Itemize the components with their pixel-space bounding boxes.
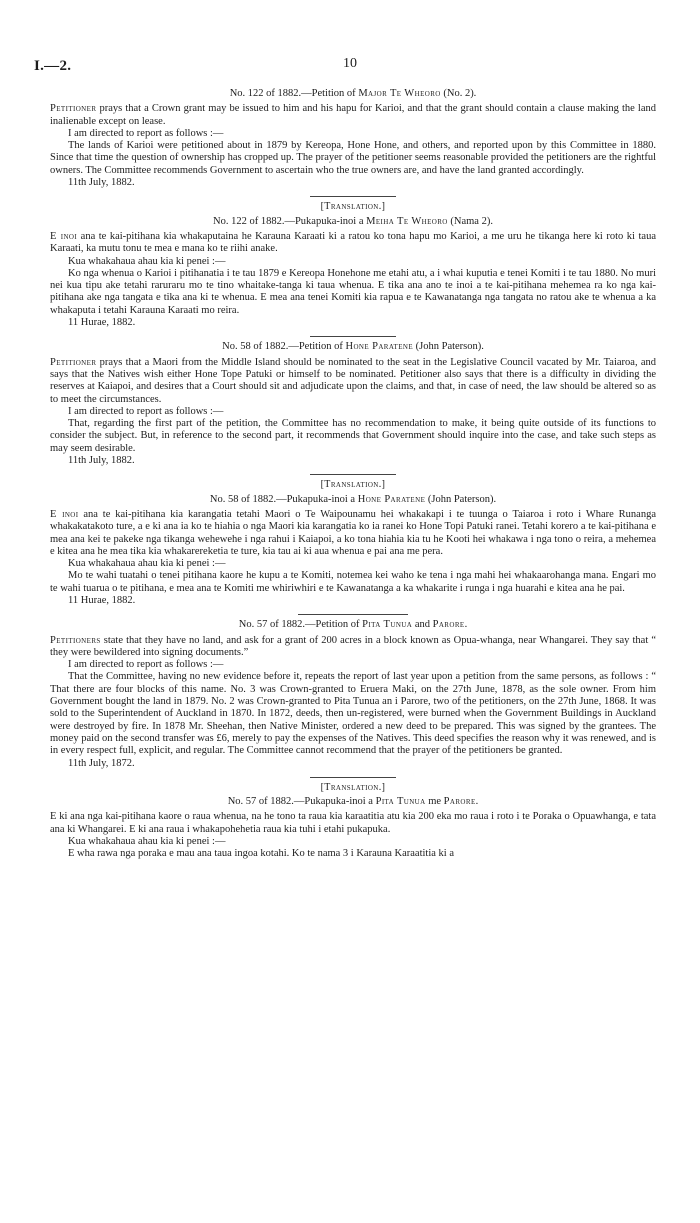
report-intro: Kua whakahaua ahau kia ki penei :— <box>68 255 226 267</box>
report-intro: I am directed to report as follows :— <box>68 127 224 139</box>
translation-section <box>50 201 656 329</box>
report-body: Mo te wahi tuatahi o tenei pitihana kaore he kupu a te Komiti, notemea kei waho ke tena i nga mahi hei whakaarohanga mana. Engari mo te wahi tuarua o te pitihana, e mea ana te Komiti me whiriwhiri e te Kawanatanga a ka whakarite i runga i nga huarahi e kitea ana he pai. <box>50 570 656 594</box>
report-body: Ko nga whenua o Karioi i pitihanatia i te tau 1879 e Kereopa Honehone me etahi atu, a i whai kuputia e tenei Komiti i te tau 1880. No muri nei kua tipu ake tetahi raruraru mo te tino whaitake-tanga ki taua whenua. E tika ana ano te inoi a te kai-pitihana mehemea ra ko nga kai-pitihana ake nga tangata e tika ana ki te whenua. E mea ana tenei Komiti kia rapua e te Kawanatanga nga tangata no ratou ake te whenua a ka whakaputa i tetahi Karauna Karaati mo reira. <box>50 267 656 316</box>
petition-summary: Petitioners state that they have no land, and ask for a grant of 200 acres in a block known as Opua-whanga, near Whangarei. They say that “ they were bewildered into signing documents.” <box>50 634 656 658</box>
petition-title: No. 122 of 1882.—Pukapuka-inoi a Meiha Te Wheoro (Nama 2). <box>213 215 493 227</box>
report-intro: I am directed to report as follows :— <box>68 405 224 417</box>
petition-section <box>50 88 656 189</box>
document-reference: I.—2. <box>34 58 72 74</box>
section-divider <box>310 196 396 197</box>
petition-title: No. 58 of 1882.—Petition of Hone Paratene (John Paterson). <box>222 341 484 353</box>
petition-title: No. 57 of 1882.—Pukapuka-inoi a Pita Tunua me Parore. <box>227 796 479 808</box>
translation-section <box>50 479 656 607</box>
report-intro: Kua whakahaua ahau kia ki penei :— <box>68 558 226 570</box>
petitioner-name: Hone Paratene <box>357 493 426 505</box>
report-date: 11 Hurae, 1882. <box>68 317 136 329</box>
report-body: That the Committee, having no new evidence before it, repeats the report of last year upon a petition from the same persons, as follows : “ That there are four blocks of this name. No. 3 was Crown-granted to Eruera Maki, on the 27th June, 1878, as the sole owner. From him Government bought the land in 1879. No. 2 was Crown-granted to Pita Tunua an i Parore, two of the petitioners, on the 27th June, 1868. It was sold to the Superintendent of Auckland in 1870. In 1872, deeds, then un-registered, were burned when the Government Buildings in Auckland were destroyed by fire. In 1878 Mr. Sheehan, then Native Minister, ordered a new deed to be prepared. This was signed by the grantees. The money paid on the second transfer was £6, merely to pay the expenses of the Natives. This deed specifies the reason why it was renewed, and is in every respect full, explicit, and regular. The Committee cannot recommend that the prayer of the petitioners be granted. <box>50 671 656 757</box>
report-date: 11th July, 1882. <box>68 455 135 467</box>
petitioner-name: Parore <box>443 796 476 808</box>
petition-title: No. 57 of 1882.—Petition of Pita Tunua and Parore. <box>238 619 468 631</box>
petition-summary: Petitioner prays that a Crown grant may be issued to him and his hapu for Karioi, and that the grant should contain a clause making the land inalienable except on lease. <box>50 103 656 127</box>
petition-section <box>50 341 656 467</box>
translation-section <box>50 782 656 861</box>
section-divider <box>310 474 396 475</box>
page-number: 10 <box>343 56 357 71</box>
petitioner-name: Hone Paratene <box>345 341 414 353</box>
section-divider <box>310 336 396 337</box>
petitioner-name: Pita Tunua <box>362 619 413 631</box>
petition-summary: E inoi ana te kai-pitihana kia karangatia tetahi Maori o Te Waipounamu hei whakakapi i te tuunga o Taiaroa i roto i Whare Runanga whakakatakoto ture, a e ki ana ia ko te hiahia o nga Maori kia karangatia ko ia ranei ko Hone Topi Patuki ranei. Tetahi korero a te kai-pitihana e mea ana kei te pakeke nga tikanga wehewehe i nga rahui i Kaiapoi, a ko tona hiahia kia tu he Kooti hei whakawa i nga tono o reira, a mehemea e kitea ana he mea tika kia whakarereketia te ture, kia tau ai ki aua whenua e pai ana me pera. <box>50 508 656 557</box>
report-body: The lands of Karioi were petitioned about in 1879 by Kereopa, Hone Hone, and others, and reported upon by this Committee in 1880. Since that time the question of ownership has cropped up. The prayer of the petitioner seems reasonable provided the petitioners are the rightful owners. The Committee recommends Government to ascertain who the true owners are, and have the land granted accordingly. <box>50 140 656 176</box>
report-intro: Kua whakahaua ahau kia ki penei :— <box>68 836 226 848</box>
report-body: E wha rawa nga poraka e mau ana taua ingoa kotahi. Ko te nama 3 i Karauna Karaatitia ki a <box>68 848 454 860</box>
report-body: That, regarding the first part of the petition, the Committee has no recommendation to make, it being quite outside of its functions to consider the subject. But, in reference to the second part, it recommends that Government should inquire into the case, and take such steps as may seem desirable. <box>50 418 656 454</box>
petitioner-name: Major Te Wheoro <box>358 88 441 99</box>
petition-title: No. 122 of 1882.—Petition of Major Te Wheoro (No. 2). <box>229 88 477 99</box>
petition-summary: Petitioner prays that a Maori from the Middle Island should be nominated to the seat in the Legislative Council vacated by Mr. Taiaroa, and says that the Natives wish either Hone Tope Patuki or himself to be nominated. Petitioner also says that there is a difficulty in dividing the reserves at Kaiapoi, and desires that a Court should sit and adjudicate upon the claims, and that, in case of need, the law should be altered so as to meet the circumstances. <box>50 356 656 405</box>
petition-section <box>50 619 656 770</box>
petitioner-name: Parore <box>432 619 465 631</box>
petitioner-name: Pita Tunua <box>375 796 426 808</box>
translation-label: [Translation.] <box>320 201 386 213</box>
section-divider <box>310 777 396 778</box>
petition-summary: E inoi ana te kai-pitihana kia whakaputaina he Karauna Karaati ki a ratou ko tona hapu mo Karioi, a me uru he tikanga here ki roto ki taua Karaati, ka mutu tonu te mea e mana ko te riihi anake. <box>50 230 656 255</box>
report-date: 11th July, 1872. <box>68 757 135 769</box>
report-intro: I am directed to report as follows :— <box>68 659 224 671</box>
report-date: 11th July, 1882. <box>68 177 135 189</box>
page-content <box>50 56 656 861</box>
petition-summary: E ki ana nga kai-pitihana kaore o raua whenua, na he tono ta raua kia karaatitia atu kia 200 eka mo raua i roto i te Poraka o Opuawhanga, e tata ana ki Whangarei. E ki ana raua i whakapohehetia raua kia tuhi i etahi pukapuka. <box>50 811 656 835</box>
section-divider <box>298 614 408 615</box>
translation-label: [Translation.] <box>320 781 386 793</box>
report-date: 11 Hurae, 1882. <box>68 594 136 606</box>
petitioner-name: Meiha Te Wheoro <box>366 215 448 227</box>
translation-label: [Translation.] <box>320 479 386 491</box>
petition-title: No. 58 of 1882.—Pukapuka-inoi a Hone Paratene (John Paterson). <box>209 493 497 505</box>
